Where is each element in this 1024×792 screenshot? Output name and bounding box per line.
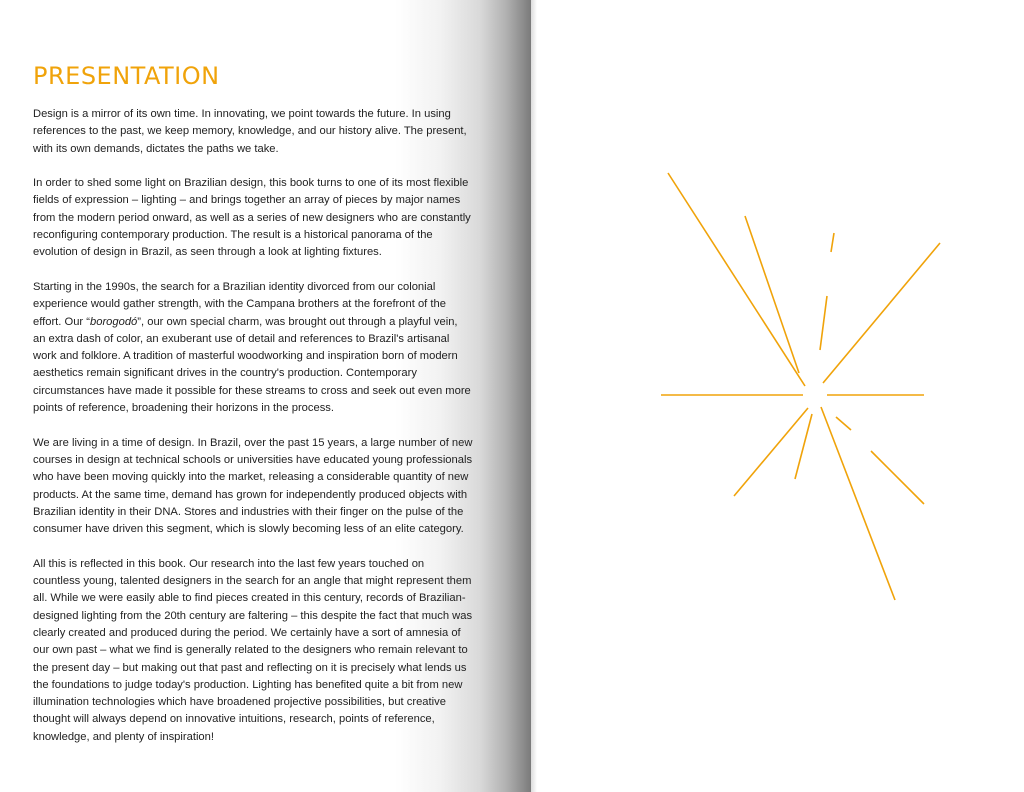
paragraph-text: Starting in the 1990s, the search for a Brazilian identity divorced from our colonial experience would gather strength, with the Campana brothers at the forefront of the effort. Our “: [33, 280, 446, 328]
burst-ray: [871, 451, 924, 504]
body-paragraph: [33, 106, 473, 158]
light-burst-illustration: [531, 0, 1024, 792]
paragraph-text: Design is a mirror of its own time. In innovating, we point towards the future. In using references to the past, we keep memory, knowledge, and our history alive. The present, with its own demands, dictates the paths we take.: [33, 108, 467, 155]
body-paragraph: [33, 279, 473, 417]
paragraph-text: In order to shed some light on Brazilian design, this book turns to one of its most flexible fields of expression – lighting – and brings together an array of pieces by major names from the modern period onward, as well as a series of new designers who are constantly reconfiguring contemporary production. The result is a historical panorama of the evolution of design in Brazil, as seen through a look at lighting fixtures.: [33, 177, 471, 259]
burst-ray: [821, 407, 895, 600]
burst-ray: [831, 233, 834, 252]
body-paragraph: [33, 175, 473, 261]
burst-ray: [836, 417, 851, 430]
page-title: PRESENTATION: [33, 62, 220, 90]
burst-ray: [668, 173, 805, 386]
italic-term: borogodó: [90, 315, 138, 328]
paragraph-text: All this is reflected in this book. Our research into the last few years touched on countless young, talented designers in the search for an angle that might represent them all. While we were easily able to find pieces created in this century, records of Brazilian-designed lighting from the 20th century are faltering – this despite the fact that much was clearly created and produced during the period. We certainly have a sort of amnesia of our own past – what we find is generally related to the designers who remain relevant to the present day – but making out that past and reflecting on it is precisely what lends us the foundations to judge today's production. Lighting has benefited quite a bit from new illumination technologies which have broadened projective possibilities, but creative thought will always depend on innovative intuitions, research, points of reference, knowledge, and plenty of inspiration!: [33, 557, 473, 743]
burst-ray: [734, 408, 808, 496]
body-text: [33, 106, 473, 763]
burst-ray: [795, 414, 812, 479]
paragraph-text: We are living in a time of design. In Brazil, over the past 15 years, a large number of new courses in design at technical schools or universities have educated young professionals who have been moving quickly into the market, releasing a considerable quantity of new products. At the same time, demand has grown for independently produced objects with Brazilian identity in their DNA. Stores and industries with their finger on the pulse of the consumer have driven this segment, which is slowly becoming less of an elite category.: [33, 436, 473, 536]
burst-ray: [823, 243, 940, 383]
paragraph-text: ”, our own special charm, was brought out through a playful vein, an extra dash of color, an exuberant use of detail and references to Brazil's artisanal work and folklore. A tradition of masterful woodworking and inspiration born of modern aesthetics remain significant drives in the country's production. Contemporary circumstances have made it possible for these streams to cross and seek out even more points of reference, broadening their horizons in the process.: [33, 315, 471, 415]
body-paragraph: [33, 435, 473, 539]
body-paragraph: [33, 556, 473, 746]
burst-ray: [820, 296, 827, 350]
burst-ray: [745, 216, 799, 373]
